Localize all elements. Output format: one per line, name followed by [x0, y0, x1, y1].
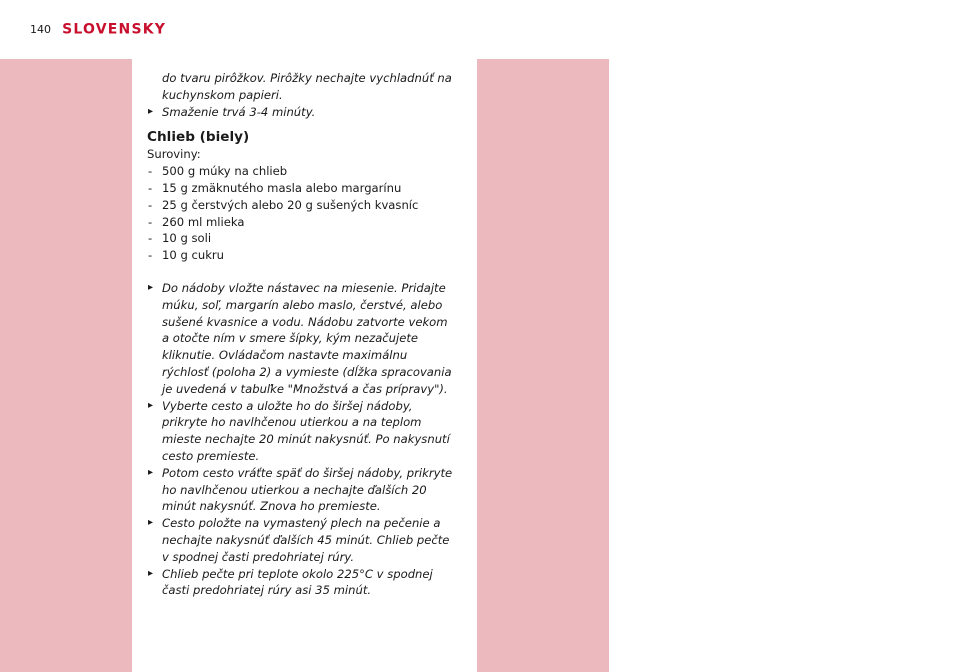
ingredient-item: - 25 g čerstvých alebo 20 g sušených kvasníc	[147, 197, 457, 214]
continuation-text: do tvaru pirôžkov. Pirôžky nechajte vychladnúť na kuchynskom papieri.	[162, 71, 452, 102]
step-item: ▸ Potom cesto vráťte späť do širšej nádoby, prikryte ho navlhčenou utierkou a nechajte ďalších 20 minút nakysnúť. Znova ho premieste.	[147, 465, 457, 515]
ingredient-item: - 15 g zmäknutého masla alebo margarínu	[147, 180, 457, 197]
ingredients-list	[147, 163, 457, 264]
ingredient-item: - 10 g soli	[147, 230, 457, 247]
step-item: ▸ Vyberte cesto a uložte ho do širšej nádoby, prikryte ho navlhčenou utierkou a na teplom mieste nechajte 20 minút nakysnúť. Po nakysnutí cesto premieste.	[147, 398, 457, 465]
language-title: SLOVENSKY	[62, 21, 167, 38]
step-item: ▸ Chlieb pečte pri teplote okolo 225°C v spodnej časti predohriatej rúry asi 35 minút.	[147, 566, 457, 600]
ingredient-item: - 260 ml mlieka	[147, 214, 457, 231]
ingredient-item: - 10 g cukru	[147, 247, 457, 264]
step-item: ▸ Cesto položte na vymastený plech na pečenie a nechajte nakysnúť ďalších 45 minút. Chlieb pečte v spodnej časti predohriatej rúry.	[147, 515, 457, 565]
left-color-band	[0, 59, 132, 672]
page-number: 140	[30, 23, 51, 36]
step-item: ▸ Do nádoby vložte nástavec na miesenie. Pridajte múku, soľ, margarín alebo maslo, čerstvé, alebo sušené kvasnice a vodu. Nádobu zatvorte vekom a otočte ním v smere šípky, kým nezačujete kliknutie. Ovládačom nastavte maximálnu rýchlosť (poloha 2) a vymieste (dĺžka spracovania je uvedená v tabuľke "Množstvá a čas prípravy").	[147, 280, 457, 398]
ingredients-label: Suroviny:	[147, 147, 201, 162]
spacer	[147, 264, 457, 280]
text-column	[147, 70, 457, 599]
page-header	[30, 19, 166, 37]
recipe-title: Chlieb (biely)	[147, 129, 250, 146]
ingredient-item: - 500 g múky na chlieb	[147, 163, 457, 180]
frying-time-step: ▸ Smaženie trvá 3-4 minúty.	[147, 104, 457, 121]
right-color-band	[477, 59, 609, 672]
steps-list	[147, 280, 457, 599]
